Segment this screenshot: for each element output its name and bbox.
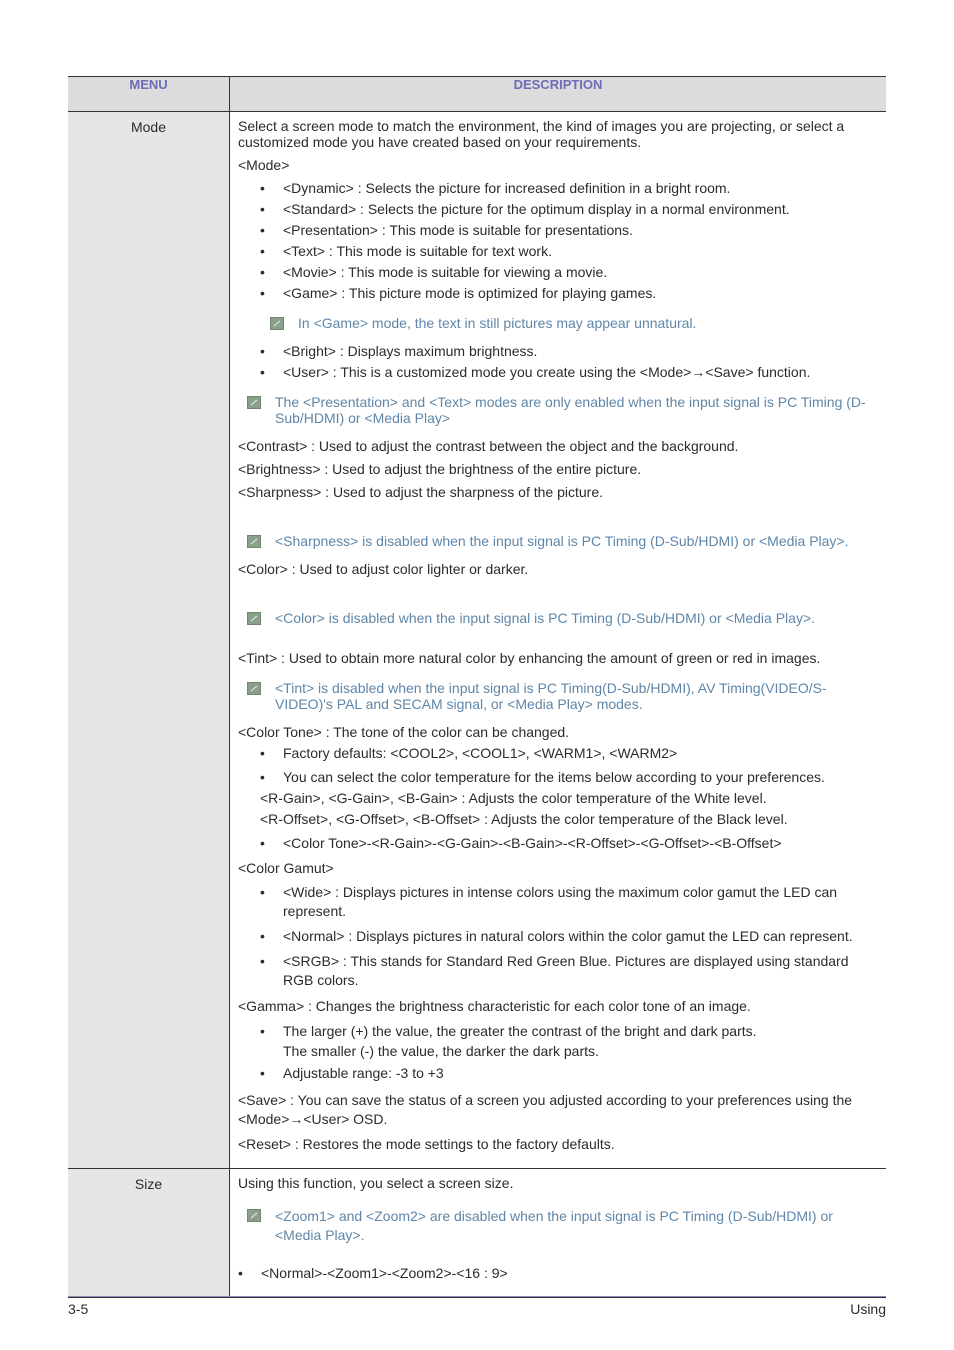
color-text: <Color> : Used to adjust color lighter or darker.: [238, 561, 529, 577]
mode-heading: <Mode>: [238, 157, 290, 173]
gamut-heading: <Color Gamut>: [238, 860, 334, 876]
save-text: <Save> : You can save the status of a screen you adjusted according to your preferences using the <Mode>→<User> OSD.: [238, 1092, 853, 1127]
bullet-icon: •: [260, 285, 265, 301]
bullet-icon: •: [260, 364, 265, 380]
note-game: In <Game> mode, the text in still pictures may appear unnatural.: [238, 315, 878, 331]
offset-text: <R-Offset>, <G-Offset>, <B-Offset> : Adjusts the color temperature of the Black level.: [260, 811, 788, 827]
table-row-size: [68, 1169, 886, 1298]
footer-divider: [68, 1296, 886, 1297]
table-row-mode: [68, 112, 886, 1169]
list-item: • <Dynamic> : Selects the picture for increased definition in a bright room.: [260, 180, 731, 196]
bullet-icon: •: [260, 928, 265, 944]
list-item: • <Standard> : Selects the picture for the optimum display in a normal environment.: [260, 201, 790, 217]
bullet-icon: •: [260, 343, 265, 359]
list-item: • <Game> : This picture mode is optimized for playing games.: [260, 285, 657, 301]
description-cell-mode: [230, 112, 887, 1169]
note-presentation: The <Presentation> and <Text> modes are only enabled when the input signal is PC Timing (D-Sub/HDMI) or <Media Play>: [238, 394, 878, 426]
bullet-icon: •: [260, 769, 265, 785]
list-item: • <Movie> : This mode is suitable for viewing a movie.: [260, 264, 608, 280]
bullet-icon: •: [260, 243, 265, 259]
note-tint: <Tint> is disabled when the input signal is PC Timing(D-Sub/HDMI), AV Timing(VIDEO/S-VIDEO)'s PAL and SECAM signal, or <Media Play> modes.: [238, 680, 878, 712]
mode-intro: Select a screen mode to match the environment, the kind of images you are projecting, or select a customized mode you have created based on your requirements.: [238, 118, 845, 150]
list-item: • <Normal>-<Zoom1>-<Zoom2>-<16 : 9>: [238, 1265, 508, 1281]
bullet-icon: •: [260, 745, 265, 761]
bullet-icon: •: [260, 953, 265, 969]
note-icon: [270, 317, 284, 330]
bullet-icon: •: [260, 264, 265, 280]
list-item: • The larger (+) the value, the greater the contrast of the bright and dark parts. The smaller (-) the value, the darker the dark parts.: [260, 1023, 757, 1059]
size-intro: Using this function, you select a screen size.: [238, 1175, 514, 1191]
note-icon: [247, 612, 261, 625]
description-cell-size: [230, 1169, 887, 1298]
bullet-icon: •: [260, 222, 265, 238]
mode-list-b: [238, 343, 878, 380]
list-item: • <Color Tone>-<R-Gain>-<G-Gain>-<B-Gain>-<R-Offset>-<G-Offset>-<B-Offset>: [260, 835, 782, 851]
description-column-header: DESCRIPTION: [230, 77, 887, 112]
color-tone-text: <Color Tone> : The tone of the color can be changed.: [238, 724, 570, 740]
list-item: • <Text> : This mode is suitable for text work.: [260, 243, 552, 259]
gain-text: <R-Gain>, <G-Gain>, <B-Gain> : Adjusts the color temperature of the White level.: [260, 790, 767, 806]
list-item: • <User> : This is a customized mode you create using the <Mode>→<Save> function.: [260, 364, 811, 380]
list-item: • <Normal> : Displays pictures in natural colors within the color gamut the LED can represent.: [260, 928, 853, 944]
sharpness-text: <Sharpness> : Used to adjust the sharpness of the picture.: [238, 484, 603, 500]
mode-list-a: [238, 180, 878, 301]
list-item: • <Wide> : Displays pictures in intense colors using the maximum color gamut the LED can represent.: [260, 884, 838, 919]
page-number: 3-5: [68, 1301, 89, 1317]
bullet-icon: •: [260, 201, 265, 217]
note-icon: [247, 1209, 261, 1222]
list-item: • You can select the color temperature for the items below according to your preferences.: [260, 769, 825, 785]
list-item: • Factory defaults: <COOL2>, <COOL1>, <WARM1>, <WARM2>: [260, 745, 678, 761]
section-title: Using: [850, 1301, 886, 1317]
note-icon: [247, 682, 261, 695]
note-icon: [247, 535, 261, 548]
contrast-text: <Contrast> : Used to adjust the contrast between the object and the background.: [238, 438, 739, 454]
brightness-text: <Brightness> : Used to adjust the brightness of the entire picture.: [238, 461, 642, 477]
bullet-icon: •: [260, 1065, 265, 1081]
list-item: • <SRGB> : This stands for Standard Red Green Blue. Pictures are displayed using standard RGB colors.: [260, 953, 849, 988]
note-color: <Color> is disabled when the input signal is PC Timing (D-Sub/HDMI) or <Media Play>.: [238, 610, 878, 626]
note-icon: [247, 396, 261, 409]
note-sharpness: <Sharpness> is disabled when the input signal is PC Timing (D-Sub/HDMI) or <Media Play>.: [238, 533, 878, 549]
bullet-icon: •: [260, 835, 265, 851]
gamma-text: <Gamma> : Changes the brightness characteristic for each color tone of an image.: [238, 998, 751, 1014]
settings-table: [68, 76, 886, 1298]
list-item: • <Bright> : Displays maximum brightness.: [260, 343, 538, 359]
list-item: • Adjustable range: -3 to +3: [260, 1065, 444, 1081]
reset-text: <Reset> : Restores the mode settings to the factory defaults.: [238, 1136, 615, 1152]
menu-column-header: MENU: [68, 77, 230, 112]
note-zoom: <Zoom1> and <Zoom2> are disabled when the input signal is PC Timing (D-Sub/HDMI) or <Media Play>.: [238, 1207, 878, 1245]
list-item: • <Presentation> : This mode is suitable for presentations.: [260, 222, 633, 238]
tint-text: <Tint> : Used to obtain more natural color by enhancing the amount of green or red in images.: [238, 650, 821, 666]
bullet-icon: •: [260, 884, 265, 900]
table-header-row: [68, 77, 886, 112]
menu-cell-mode: Mode: [68, 112, 230, 1169]
menu-cell-size: Size: [68, 1169, 230, 1298]
bullet-icon: •: [260, 180, 265, 196]
bullet-icon: •: [238, 1265, 243, 1281]
bullet-icon: •: [260, 1023, 265, 1039]
